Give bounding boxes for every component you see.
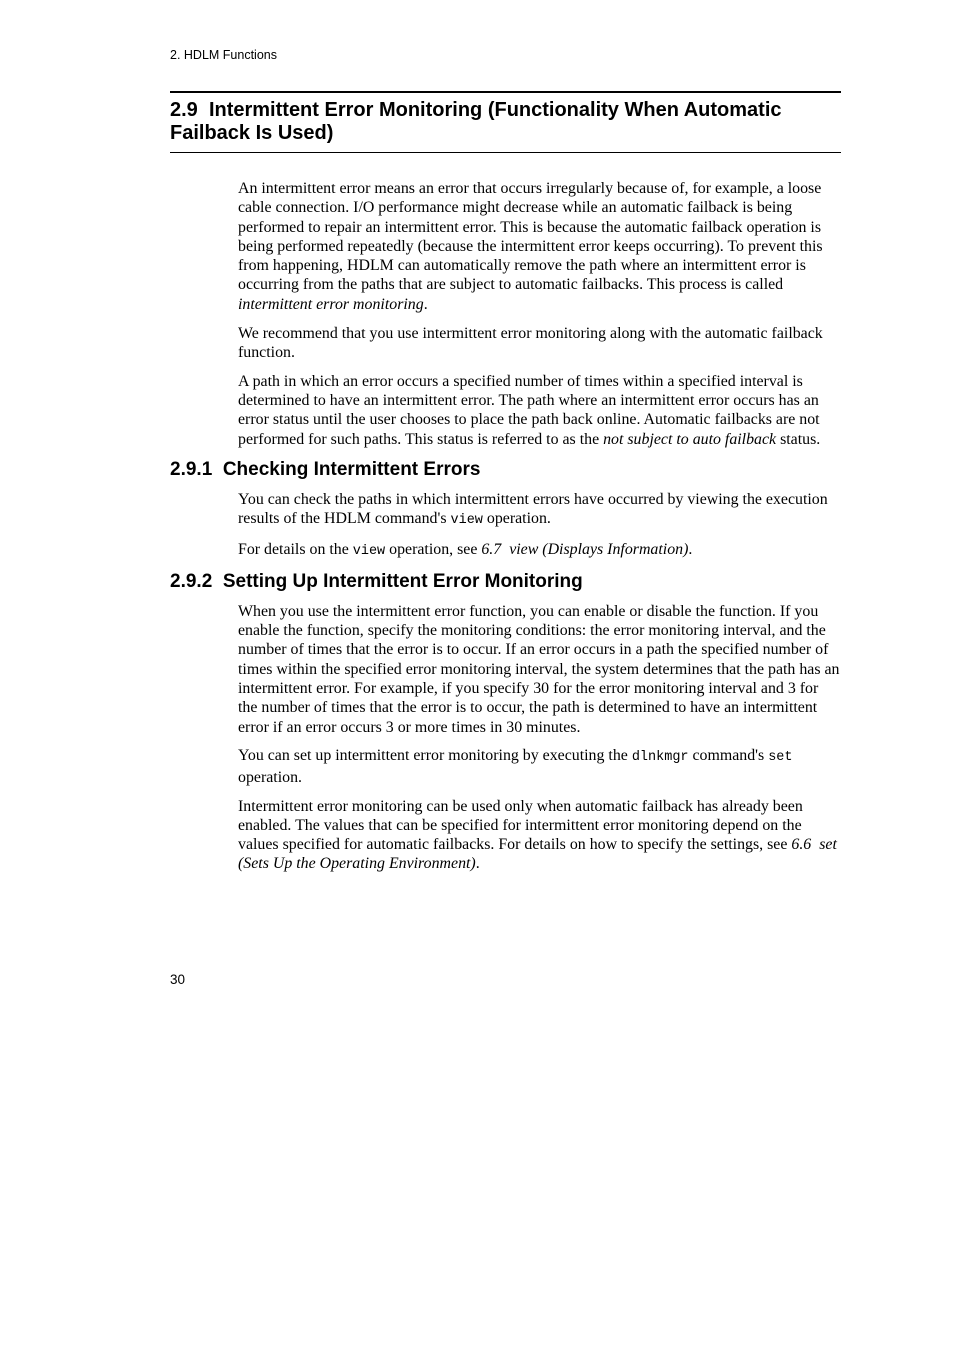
intro-paragraph-3: A path in which an error occurs a specified number of times within a specified interval is determined to have an intermittent error. The path where an intermittent error occurs has an error status until the user chooses to place the path back online. Automatic failbacks are not performed for such paths. This status is referred to as the not subject to auto failback status.: [238, 372, 821, 448]
code-set: set: [768, 750, 793, 766]
code-dlnkmgr: dlnkmgr: [631, 750, 689, 766]
code-view: view: [352, 543, 386, 559]
page-number: 30: [170, 972, 186, 987]
section-rule-bottom: [170, 152, 841, 153]
sub2-paragraph-2: You can set up intermittent error monitoring by executing the dlnkmgr command's set operation.: [238, 747, 793, 786]
section-rule-top: [170, 91, 841, 93]
section-number: 2.9: [170, 99, 198, 121]
term-not-subject-to-auto-failback: not subject to auto failback: [603, 430, 777, 448]
term-intermittent-error-monitoring: intermittent error monitoring: [238, 295, 424, 313]
intro-paragraph-2: We recommend that you use intermittent error monitoring along with the automatic failback function.: [238, 324, 823, 361]
intro-paragraph-1: An intermittent error means an error that occurs irregularly because of, for example, a loose cable connection. I/O performance might decrease while an automatic failback is being performed to repair an intermittent error. This is because the automatic failback operation is being performed repeatedly (because the intermittent error keeps occurring). To prevent this from happening, HDLM can automatically remove the path where an intermittent error is occurring from the paths that are subject to automatic failbacks. This process is called intermittent error monitoring.: [238, 180, 823, 313]
subsection-heading-2-9-2: 2.9.2 Setting Up Intermittent Error Monitoring: [170, 570, 583, 592]
section-title: [170, 99, 841, 145]
section-title-text: Intermittent Error Monitoring (Functionality When Automatic Failback Is Used): [170, 99, 782, 144]
sub2-paragraph-1: When you use the intermittent error function, you can enable or disable the function. If you enable the function, specify the monitoring conditions: the error monitoring interval, and the number of times that the error is to occur. If an error occurs in a path the specified number of times within the specified error monitoring interval, the system determines that the path has an intermittent error. For example, if you specify 30 for the error monitoring interval and 3 for the number of times that the error is to occur, the path is determined to have an intermittent error if an error occurs 3 or more times in 30 minutes.: [238, 602, 840, 736]
body-text: [170, 179, 841, 883]
sub1-paragraph-1: You can check the paths in which intermittent errors have occurred by viewing the execution results of the HDLM command's view operation.: [238, 490, 828, 528]
cross-reference-6-6[interactable]: 6.6 set (Sets Up the Operating Environment): [238, 836, 837, 873]
subsection-heading-2-9-1: 2.9.1 Checking Intermittent Errors: [170, 458, 481, 480]
running-head: 2. HDLM Functions: [170, 48, 277, 62]
code-view: view: [450, 512, 483, 528]
sub1-paragraph-2: For details on the view operation, see 6.7 view (Displays Information).: [238, 540, 693, 559]
cross-reference-6-7[interactable]: 6.7 view (Displays Information): [481, 540, 689, 558]
sub2-paragraph-3: Intermittent error monitoring can be used only when automatic failback has already been enabled. The values that can be specified for intermittent error monitoring depend on the values specified for automatic failbacks. For details on how to specify the settings, see 6.6 set (Sets Up the Operating Environment).: [238, 797, 837, 873]
